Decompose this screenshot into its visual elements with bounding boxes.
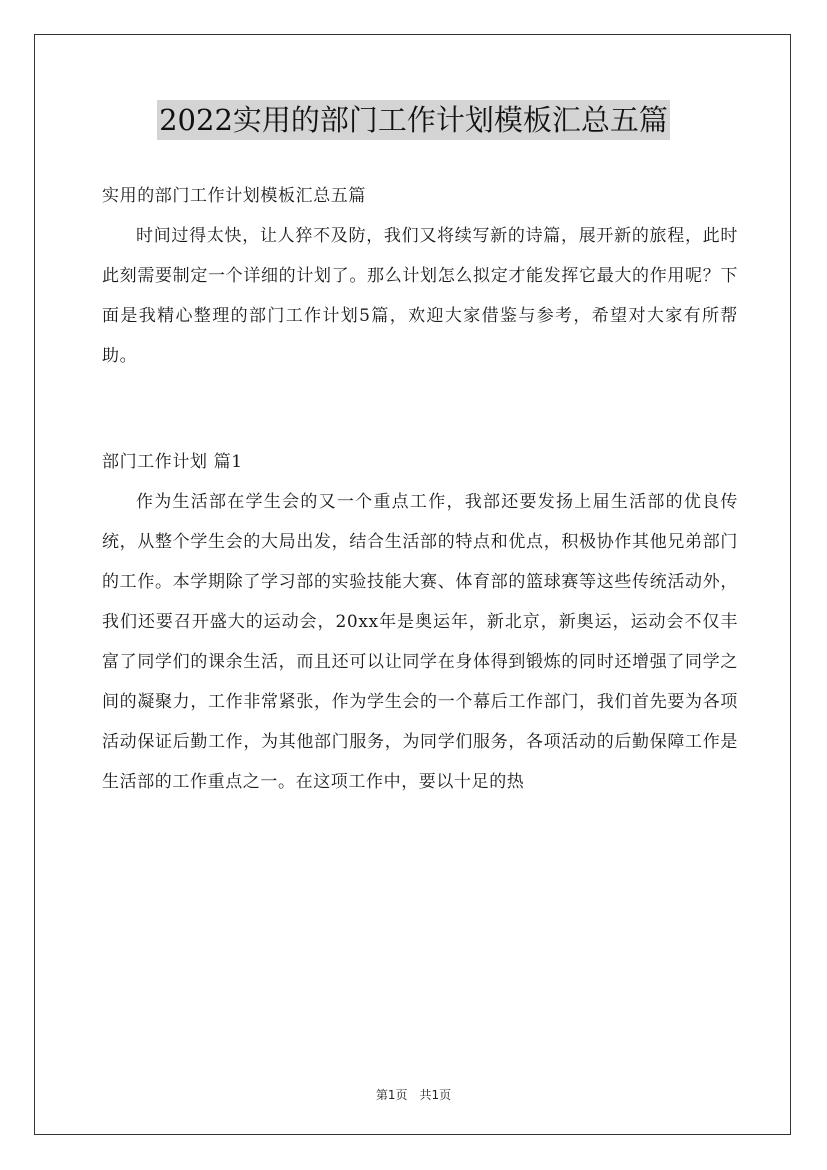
document-body bbox=[102, 176, 738, 802]
title-container bbox=[0, 100, 827, 140]
section-spacer bbox=[102, 376, 738, 442]
document-subtitle: 实用的部门工作计划模板汇总五篇 bbox=[102, 186, 366, 206]
document-title: 2022实用的部门工作计划模板汇总五篇 bbox=[157, 100, 670, 140]
page-footer: 第1页 共1页 bbox=[375, 1088, 452, 1102]
section-paragraph: 作为生活部在学生会的又一个重点工作，我部还要发扬上届生活部的优良传统，从整个学生会的大局出发，结合生活部的特点和优点，积极协作其他兄弟部门的工作。本学期除了学习部的实验技能大赛、体育部的篮球赛等这些传统活动外，我们还要召开盛大的运动会，20xx年是奥运年，新北京，新奥运，运动会不仅丰富了同学们的课余生活，而且还可以让同学在身体得到锻炼的同时还增强了同学之间的凝聚力，工作非常紧张，作为学生会的一个幕后工作部门，我们首先要为各项活动保证后勤工作，为其他部门服务，为同学们服务，各项活动的后勤保障工作是生活部的工作重点之一。在这项工作中，要以十足的热 bbox=[102, 492, 738, 792]
section-heading: 部门工作计划 篇1 bbox=[102, 452, 243, 472]
intro-paragraph: 时间过得太快，让人猝不及防，我们又将续写新的诗篇，展开新的旅程，此时此刻需要制定一个详细的计划了。那么计划怎么拟定才能发挥它最大的作用呢？下面是我精心整理的部门工作计划5篇，欢迎大家借鉴与参考，希望对大家有所帮助。 bbox=[102, 226, 738, 366]
